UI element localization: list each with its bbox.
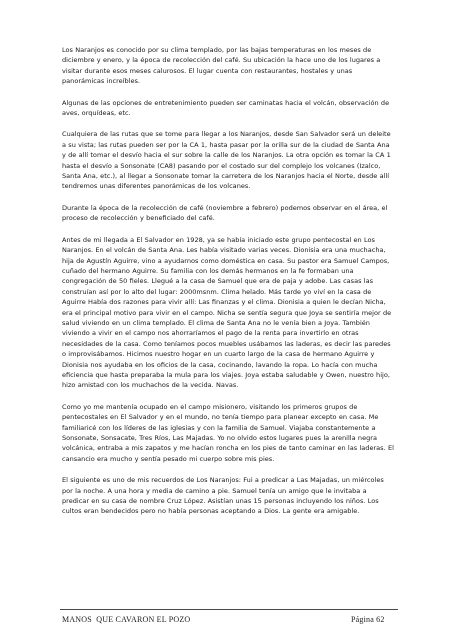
footer-page-number: Página 62 xyxy=(351,615,385,624)
paragraph: Durante la época de la recolección de café (noviembre a febrero) podemos observar en el área, el proceso de recolección y beneficiado del café. xyxy=(62,203,388,223)
paragraph: El siguiente es uno de mis recuerdos de Los Naranjos: Fui a predicar a Las Majadas, un miércoles por la noche. A una hora y media de camino a pie. Samuel tenía un amigo que le invitaba a predicar en su casa de nombre Cruz López. Asistían unas 15 personas incluyendo los niños. Los cultos eran bendecidos pero no había personas aceptando a Dios. La gente era amigable. xyxy=(62,476,384,516)
paragraph: Los Naranjos es conocido por su clima templado, por las bajas temperaturas en los meses de diciembre y enero, y la época de recolección del café. Su ubicación la hace uno de los lugares a visitar durante esos meses calurosos. El lugar cuenta con restaurantes, hostales y unas panorámicas increíbles. xyxy=(62,46,381,86)
paragraph: Como yo me mantenía ocupado en el campo misionero, visitando los primeros grupos de pentecostales en El Salvador y en el mundo, no tenía tiempo para planear excepto en casa. Me familiaricé con los líderes de las iglesias y con la familia de Samuel. Viajaba constantemente a Sonsonate, Sonsacate, Tres Ríos, Las Majadas. Yo no olvido estos lugares pues la arenilla negra volcánica, entraba a mis zapatos y me hacían roncha en los pies de tanto caminar en las laderas. El cansancio era mucho y sentía pesado mi cuerpo sobre mis pies. xyxy=(62,402,394,463)
paragraph: Cualquiera de las rutas que se tome para llegar a los Naranjos, desde San Salvador será un deleite a su vista; las rutas pueden ser por la CA 1, hasta pasar por la orilla sur de la ciudad de Santa Ana y de allí tomar el desvío hacia el sur sobre la calle de los Naranjos. La otra opción es tomar la CA 1 hasta el desvío a Sonsonate (CA8) pasando por el costado sur del complejo los volcanes (Izalco, Santa Ana, etc.), al llegar a Sonsonate tomar la carretera de los Naranjos hacia el Norte, desde allí tendremos unas diferentes panorámicas de los volcanes. xyxy=(62,130,391,191)
document-body xyxy=(62,45,394,528)
footer-book-title: MANOS QUE CAVARON EL POZO xyxy=(62,615,191,624)
footer-divider xyxy=(60,609,398,610)
paragraph: Algunas de las opciones de entretenimiento pueden ser caminatas hacia el volcán, observación de aves, orquídeas, etc. xyxy=(62,98,390,118)
paragraph: Antes de mi llegada a El Salvador en 1928, ya se había iniciado este grupo pentecostal en Los Naranjos. En el volcán de Santa Ana. Les había visitado varias veces. Dionisia era una muchacha, hija de Agustín Aguirre, vino a ayudarnos como doméstica en casa. Su pastor era Samuel Campos, cuñado del hermano Aguirre. Su familia con los demás hermanos en la fe formaban una congregación de 50 fieles. Llegué a la casa de Samuel que era de paja y adobe. Las casas las construían así por lo alto del lugar: 2000msnm. Clima helado. Más tarde yo viví en la casa de Aguirre Había dos razones para vivir allí: Las finanzas y el clima. Dionisia a quien le decían Nicha, era el principal motivo para vivir en el campo. Nicha se sentía segura que Joya se sentiría mejor de salud viviendo en un clima templado. El clima de Santa Ana no le venía bien a Joya. También viviendo a vivir en el campo nos ahorraríamos el pago de la renta para invertirlo en otras necesidades de la casa. Como teníamos pocos muebles usábamos las laderas, es decir las paredes o improvisábamos. Hicimos nuestro hogar en un cuarto largo de la casa de hermano Aguirre y Dionisia nos ayudaba en los oficios de la casa, cocinando, lavando la ropa. Lo hacía con mucha eficiencia que hasta preparaba la mula para los viajes. Joya estaba saludable y Owen, nuestro hijo, hizo amistad con los muchachos de la vecida. Navas. xyxy=(62,235,392,390)
